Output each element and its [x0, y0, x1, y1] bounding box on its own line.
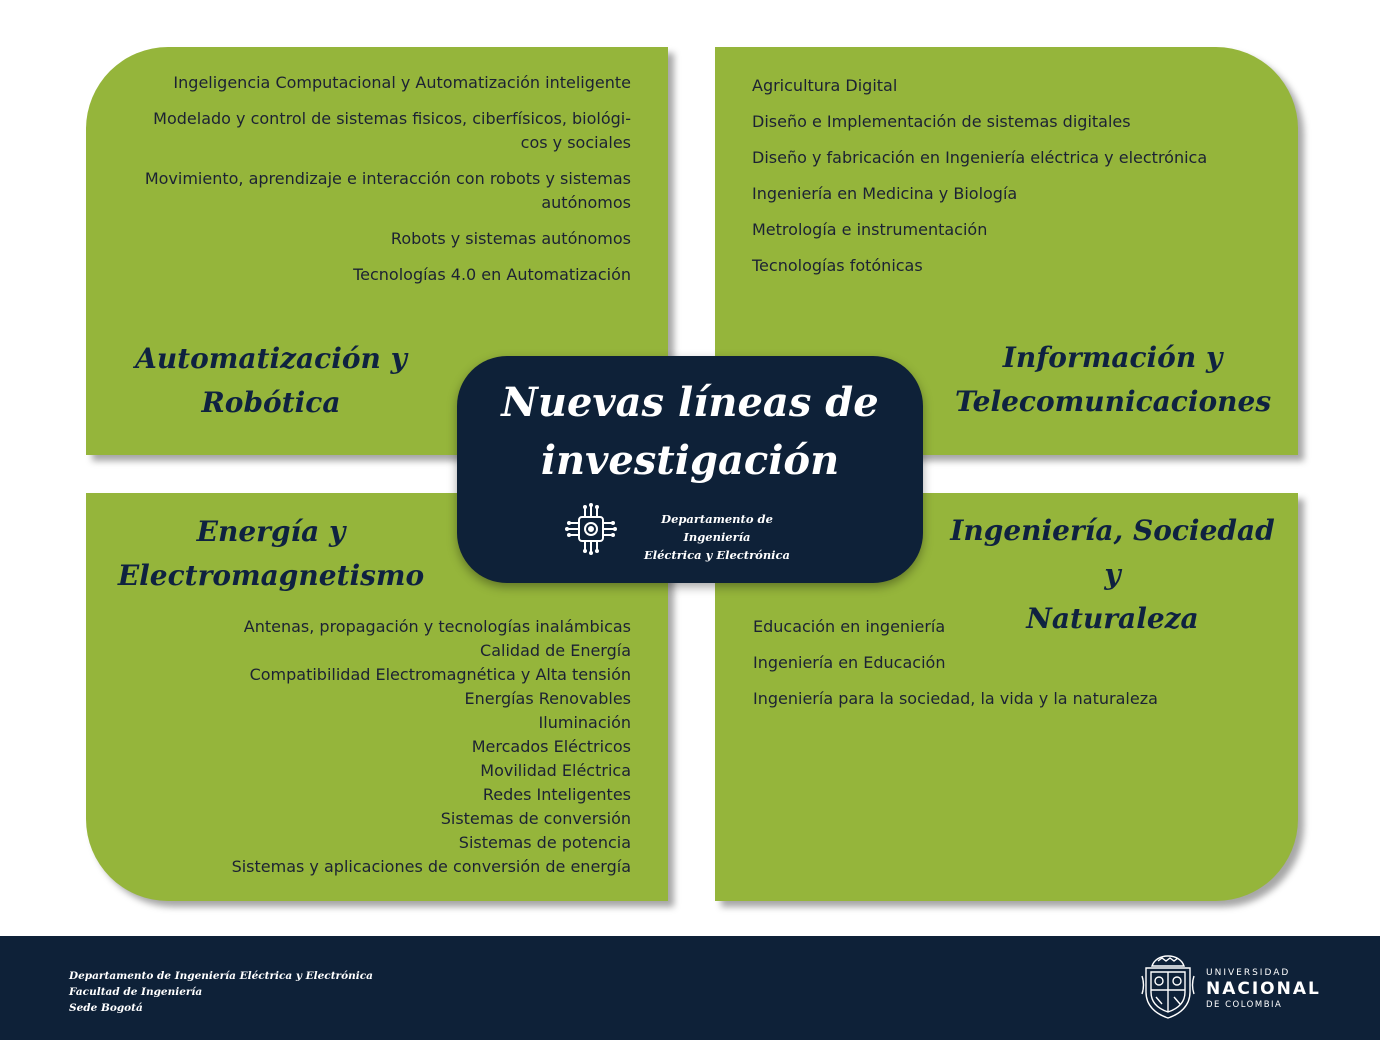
university-seal-icon [1140, 952, 1196, 1022]
list-item: Sistemas de potencia [458, 833, 631, 852]
circuit-chip-icon [564, 502, 618, 556]
university-wordmark-line: UNIVERSIDAD [1206, 968, 1291, 978]
quadrant-title-line: Naturaleza [1026, 602, 1199, 635]
list-item: Compatibilidad Electromagnética y Alta tensión [249, 665, 631, 684]
list-item: Energías Renovables [464, 689, 631, 708]
university-wordmark-line: DE COLOMBIA [1206, 1000, 1283, 1010]
list-item: Educación en ingeniería [753, 617, 946, 636]
quadrant-title [126, 337, 416, 425]
quadrant-title-line: Telecomunicaciones [955, 385, 1272, 418]
list-item: Movimiento, aprendizaje e interacción con robots y sistemas [144, 169, 631, 188]
list-item: Sistemas de conversión [440, 809, 631, 828]
quadrant-title-line: Información y [1002, 341, 1223, 374]
research-lines-list [111, 71, 631, 287]
list-item: Iluminación [538, 713, 631, 732]
department-name [627, 510, 807, 564]
quadrant-title-line: Robótica [201, 386, 341, 419]
list-item: Robots y sistemas autónomos [390, 229, 631, 248]
center-title-line: investigación [540, 437, 840, 484]
research-lines-list [111, 615, 631, 879]
list-item: Ingeniería en Educación [753, 653, 946, 672]
footer-line: Sede Bogotá [69, 1002, 143, 1014]
list-item: Redes Inteligentes [482, 785, 631, 804]
list-item: Metrología e instrumentación [752, 220, 988, 239]
center-title-box [457, 356, 923, 583]
research-lines-list [752, 74, 1272, 290]
center-title [457, 374, 923, 490]
list-item: Sistemas y aplicaciones de conversión de energía [231, 857, 631, 876]
footer-credits [69, 968, 373, 1016]
footer-line: Facultad de Ingeniería [69, 986, 203, 998]
quadrant-title-line: Energía y [196, 515, 346, 548]
list-item: Diseño y fabricación en Ingeniería eléctrica y electrónica [752, 148, 1208, 167]
quadrant-title-line: Electromagnetismo [117, 559, 425, 592]
list-item: Tecnologías fotónicas [752, 256, 923, 275]
footer-line: Departamento de Ingeniería Eléctrica y Electrónica [69, 970, 373, 982]
list-item-continuation: autónomos [541, 193, 631, 212]
footer [0, 936, 1380, 1040]
quadrant-title [116, 510, 426, 598]
university-wordmark [1206, 968, 1321, 1010]
department-name-line: Eléctrica y Electrónica [643, 548, 790, 562]
list-item-continuation: cos y sociales [520, 133, 631, 152]
list-item: Movilidad Eléctrica [480, 761, 631, 780]
list-item: Modelado y control de sistemas fisicos, ciberfísicos, biológi- [153, 109, 631, 128]
list-item: Ingeligencia Computacional y Automatización inteligente [173, 73, 631, 92]
list-item: Diseño e Implementación de sistemas digitales [752, 112, 1131, 131]
list-item: Calidad de Energía [480, 641, 631, 660]
center-title-line: Nuevas líneas de [501, 379, 879, 426]
quadrant-title-line: Ingeniería, Sociedad y [950, 514, 1275, 591]
university-wordmark-line: NACIONAL [1206, 979, 1321, 999]
list-item: Agricultura Digital [752, 76, 898, 95]
department-name-line: Departamento de Ingeniería [661, 512, 773, 544]
quadrant-title [955, 336, 1270, 424]
list-item: Tecnologías 4.0 en Automatización [353, 265, 631, 284]
list-item: Antenas, propagación y tecnologías inalámbicas [243, 617, 631, 636]
list-item: Ingeniería para la sociedad, la vida y la naturaleza [753, 689, 1158, 708]
research-lines-list [753, 615, 1273, 723]
list-item: Ingeniería en Medicina y Biología [752, 184, 1018, 203]
list-item: Mercados Eléctricos [471, 737, 631, 756]
quadrant-title-line: Automatización y [135, 342, 407, 375]
